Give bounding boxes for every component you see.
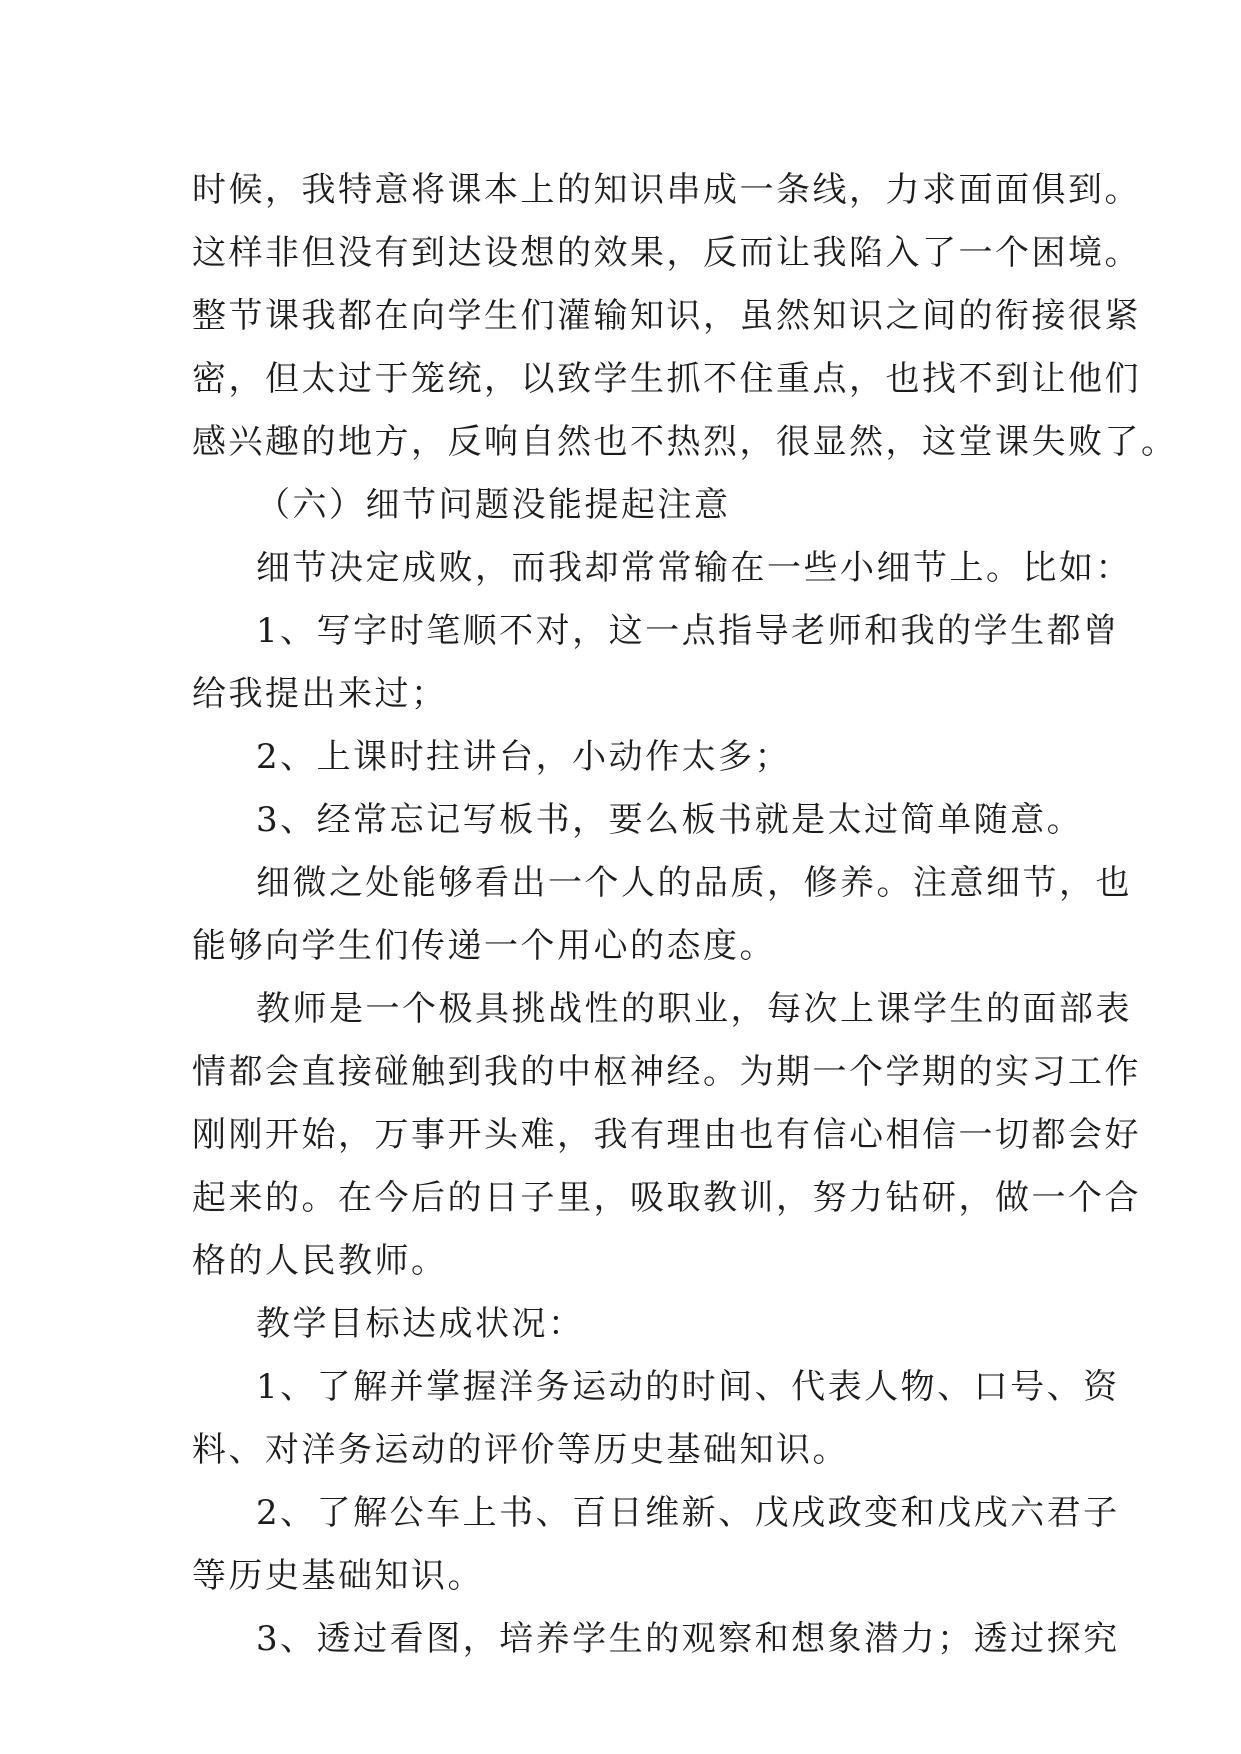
text-line: 密，但太过于笼统，以致学生抓不住重点，也找不到让他们 <box>192 359 1141 399</box>
list-item: 2、上课时拄讲台，小动作太多； <box>256 737 792 777</box>
text-line: 感兴趣的地方，反响自然也不热烈，很显然，这堂课失败了。 <box>192 422 1178 462</box>
list-item: 2、了解公车上书、百日维新、戊戌政变和戊戌六君子 <box>256 1493 1120 1533</box>
list-item: 3、透过看图，培养学生的观察和想象潜力；透过探究 <box>256 1619 1120 1659</box>
text-line: 时候，我特意将课本上的知识串成一条线，力求面面俱到。 <box>192 170 1141 210</box>
list-item: 3、经常忘记写板书，要么板书就是太过简单随意。 <box>256 800 1084 840</box>
text-line: 料、对洋务运动的评价等历史基础知识。 <box>192 1430 849 1470</box>
text-line: 能够向学生们传递一个用心的态度。 <box>192 926 776 966</box>
text-line: 细节决定成败，而我却常常输在一些小细节上。比如： <box>256 548 1132 588</box>
text-line: 整节课我都在向学生们灌输知识，虽然知识之间的衔接很紧 <box>192 296 1141 336</box>
list-item: 1、写字时笔顺不对，这一点指导老师和我的学生都曾 <box>256 611 1120 651</box>
text-line: 教学目标达成状况： <box>256 1304 585 1344</box>
text-line: 起来的。在今后的日子里，吸取教训，努力钻研，做一个合 <box>192 1178 1141 1218</box>
text-line: 给我提出来过； <box>192 674 448 714</box>
text-line: 这样非但没有到达设想的效果，反而让我陷入了一个困境。 <box>192 233 1141 273</box>
text-line: 格的人民教师。 <box>192 1241 448 1281</box>
text-line: 教师是一个极具挑战性的职业，每次上课学生的面部表 <box>256 989 1132 1029</box>
list-item: 1、了解并掌握洋务运动的时间、代表人物、口号、资 <box>256 1367 1120 1407</box>
text-line: 细微之处能够看出一个人的品质，修养。注意细节，也 <box>256 863 1132 903</box>
section-heading: （六）细节问题没能提起注意 <box>256 485 731 525</box>
text-line: 情都会直接碰触到我的中枢神经。为期一个学期的实习工作 <box>192 1052 1141 1092</box>
text-line: 刚刚开始，万事开头难，我有理由也有信心相信一切都会好 <box>192 1115 1141 1155</box>
text-line: 等历史基础知识。 <box>192 1556 484 1596</box>
